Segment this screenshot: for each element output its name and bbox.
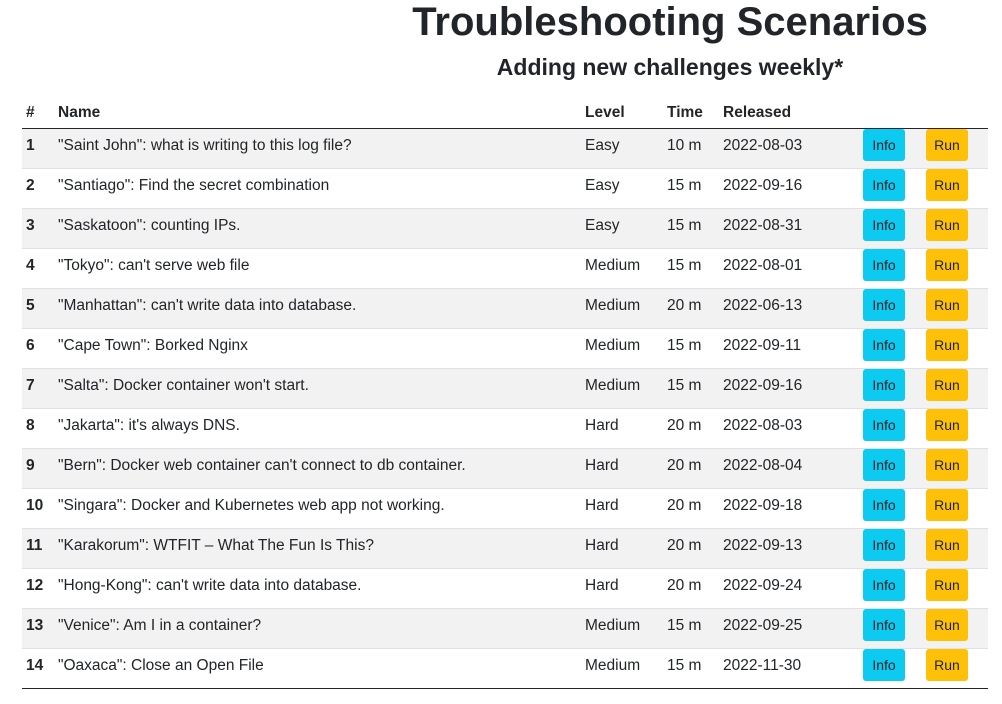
- row-number: 8: [22, 409, 54, 449]
- scenario-released: 2022-11-30: [719, 649, 859, 689]
- row-number: 1: [22, 129, 54, 169]
- scenario-name: "Salta": Docker container won't start.: [54, 369, 581, 409]
- scenario-released: 2022-08-04: [719, 449, 859, 489]
- info-cell: [859, 369, 922, 409]
- scenario-time: 20 m: [663, 449, 719, 489]
- column-header-released: Released: [719, 98, 859, 129]
- table-header-row: [22, 98, 988, 129]
- run-button[interactable]: Run: [926, 329, 968, 361]
- scenario-time: 15 m: [663, 209, 719, 249]
- scenario-time: 10 m: [663, 129, 719, 169]
- table-row: [22, 169, 988, 209]
- info-cell: [859, 289, 922, 329]
- table-row: [22, 369, 988, 409]
- table-row: [22, 609, 988, 649]
- run-cell: [922, 249, 988, 289]
- info-cell: [859, 529, 922, 569]
- run-cell: [922, 449, 988, 489]
- scenario-name: "Oaxaca": Close an Open File: [54, 649, 581, 689]
- scenario-level: Easy: [581, 129, 663, 169]
- column-header-run: [922, 98, 988, 129]
- scenario-name: "Saskatoon": counting IPs.: [54, 209, 581, 249]
- run-button[interactable]: Run: [926, 409, 968, 441]
- scenario-released: 2022-08-03: [719, 129, 859, 169]
- run-button[interactable]: Run: [926, 209, 968, 241]
- info-button[interactable]: Info: [863, 369, 905, 401]
- table-row: [22, 289, 988, 329]
- run-button[interactable]: Run: [926, 249, 968, 281]
- table-row: [22, 449, 988, 489]
- row-number: 13: [22, 609, 54, 649]
- scenario-released: 2022-09-18: [719, 489, 859, 529]
- info-cell: [859, 249, 922, 289]
- info-cell: [859, 169, 922, 209]
- scenario-time: 20 m: [663, 569, 719, 609]
- scenario-level: Hard: [581, 409, 663, 449]
- column-header-number: #: [22, 98, 54, 129]
- scenario-released: 2022-09-24: [719, 569, 859, 609]
- scenario-level: Medium: [581, 329, 663, 369]
- run-button[interactable]: Run: [926, 369, 968, 401]
- info-button[interactable]: Info: [863, 289, 905, 321]
- scenario-name: "Jakarta": it's always DNS.: [54, 409, 581, 449]
- info-cell: [859, 329, 922, 369]
- run-cell: [922, 169, 988, 209]
- run-button[interactable]: Run: [926, 169, 968, 201]
- scenario-name: "Tokyo": can't serve web file: [54, 249, 581, 289]
- info-cell: [859, 129, 922, 169]
- column-header-time: Time: [663, 98, 719, 129]
- column-header-info: [859, 98, 922, 129]
- info-button[interactable]: Info: [863, 409, 905, 441]
- info-button[interactable]: Info: [863, 529, 905, 561]
- scenario-time: 20 m: [663, 529, 719, 569]
- info-button[interactable]: Info: [863, 209, 905, 241]
- run-cell: [922, 329, 988, 369]
- scenario-name: "Bern": Docker web container can't connect to db container.: [54, 449, 581, 489]
- scenario-name: "Karakorum": WTFIT – What The Fun Is This?: [54, 529, 581, 569]
- scenario-time: 15 m: [663, 609, 719, 649]
- run-cell: [922, 489, 988, 529]
- scenario-level: Medium: [581, 649, 663, 689]
- table-row: [22, 129, 988, 169]
- run-button[interactable]: Run: [926, 529, 968, 561]
- scenario-name: "Cape Town": Borked Nginx: [54, 329, 581, 369]
- run-cell: [922, 569, 988, 609]
- row-number: 11: [22, 529, 54, 569]
- info-button[interactable]: Info: [863, 169, 905, 201]
- info-button[interactable]: Info: [863, 569, 905, 601]
- scenario-level: Hard: [581, 569, 663, 609]
- row-number: 5: [22, 289, 54, 329]
- scenario-released: 2022-08-01: [719, 249, 859, 289]
- run-button[interactable]: Run: [926, 289, 968, 321]
- page-subtitle: Adding new challenges weekly*: [496, 54, 844, 80]
- run-cell: [922, 409, 988, 449]
- scenario-name: "Hong-Kong": can't write data into database.: [54, 569, 581, 609]
- scenario-released: 2022-06-13: [719, 289, 859, 329]
- scenario-time: 15 m: [663, 169, 719, 209]
- run-button[interactable]: Run: [926, 569, 968, 601]
- row-number: 3: [22, 209, 54, 249]
- info-cell: [859, 209, 922, 249]
- row-number: 7: [22, 369, 54, 409]
- scenario-level: Medium: [581, 609, 663, 649]
- scenario-level: Easy: [581, 209, 663, 249]
- scenario-level: Hard: [581, 449, 663, 489]
- scenario-time: 15 m: [663, 329, 719, 369]
- row-number: 10: [22, 489, 54, 529]
- scenario-level: Medium: [581, 289, 663, 329]
- table-body: [22, 129, 988, 689]
- scenarios-table: [22, 98, 988, 689]
- scenario-name: "Singara": Docker and Kubernetes web app not working.: [54, 489, 581, 529]
- run-button[interactable]: Run: [926, 489, 968, 521]
- info-button[interactable]: Info: [863, 489, 905, 521]
- table-row: [22, 489, 988, 529]
- scenario-level: Easy: [581, 169, 663, 209]
- run-button[interactable]: Run: [926, 449, 968, 481]
- table-row: [22, 249, 988, 289]
- scenario-name: "Manhattan": can't write data into database.: [54, 289, 581, 329]
- column-header-name: Name: [54, 98, 581, 129]
- table-row: [22, 409, 988, 449]
- info-cell: [859, 569, 922, 609]
- scenario-name: "Saint John": what is writing to this log file?: [54, 129, 581, 169]
- scenario-released: 2022-09-16: [719, 169, 859, 209]
- run-cell: [922, 129, 988, 169]
- row-number: 2: [22, 169, 54, 209]
- scenario-time: 15 m: [663, 649, 719, 689]
- table-row: [22, 649, 988, 689]
- scenario-released: 2022-09-11: [719, 329, 859, 369]
- info-button[interactable]: Info: [863, 609, 905, 641]
- info-button[interactable]: Info: [863, 449, 905, 481]
- table-row: [22, 529, 988, 569]
- table-row: [22, 209, 988, 249]
- run-cell: [922, 209, 988, 249]
- info-button[interactable]: Info: [863, 329, 905, 361]
- scenario-level: Hard: [581, 529, 663, 569]
- scenario-level: Hard: [581, 489, 663, 529]
- info-cell: [859, 609, 922, 649]
- info-cell: [859, 409, 922, 449]
- scenario-released: 2022-09-25: [719, 609, 859, 649]
- scenario-level: Medium: [581, 369, 663, 409]
- scenario-time: 15 m: [663, 369, 719, 409]
- run-cell: [922, 369, 988, 409]
- scenario-time: 15 m: [663, 249, 719, 289]
- run-cell: [922, 609, 988, 649]
- run-button[interactable]: Run: [926, 649, 968, 681]
- table-row: [22, 329, 988, 369]
- scenario-time: 20 m: [663, 409, 719, 449]
- page-title: Troubleshooting Scenarios: [412, 0, 928, 44]
- scenario-released: 2022-09-16: [719, 369, 859, 409]
- scenario-released: 2022-08-31: [719, 209, 859, 249]
- info-button[interactable]: Info: [863, 249, 905, 281]
- run-cell: [922, 529, 988, 569]
- scenario-time: 20 m: [663, 489, 719, 529]
- info-button[interactable]: Info: [863, 129, 905, 161]
- run-button[interactable]: Run: [926, 129, 968, 161]
- row-number: 9: [22, 449, 54, 489]
- scenario-released: 2022-09-13: [719, 529, 859, 569]
- scenario-released: 2022-08-03: [719, 409, 859, 449]
- row-number: 14: [22, 649, 54, 689]
- run-cell: [922, 649, 988, 689]
- scenario-level: Medium: [581, 249, 663, 289]
- row-number: 6: [22, 329, 54, 369]
- column-header-level: Level: [581, 98, 663, 129]
- info-button[interactable]: Info: [863, 649, 905, 681]
- info-cell: [859, 489, 922, 529]
- info-cell: [859, 649, 922, 689]
- info-cell: [859, 449, 922, 489]
- scenario-name: "Venice": Am I in a container?: [54, 609, 581, 649]
- run-button[interactable]: Run: [926, 609, 968, 641]
- row-number: 12: [22, 569, 54, 609]
- table-row: [22, 569, 988, 609]
- scenario-name: "Santiago": Find the secret combination: [54, 169, 581, 209]
- scenario-time: 20 m: [663, 289, 719, 329]
- row-number: 4: [22, 249, 54, 289]
- run-cell: [922, 289, 988, 329]
